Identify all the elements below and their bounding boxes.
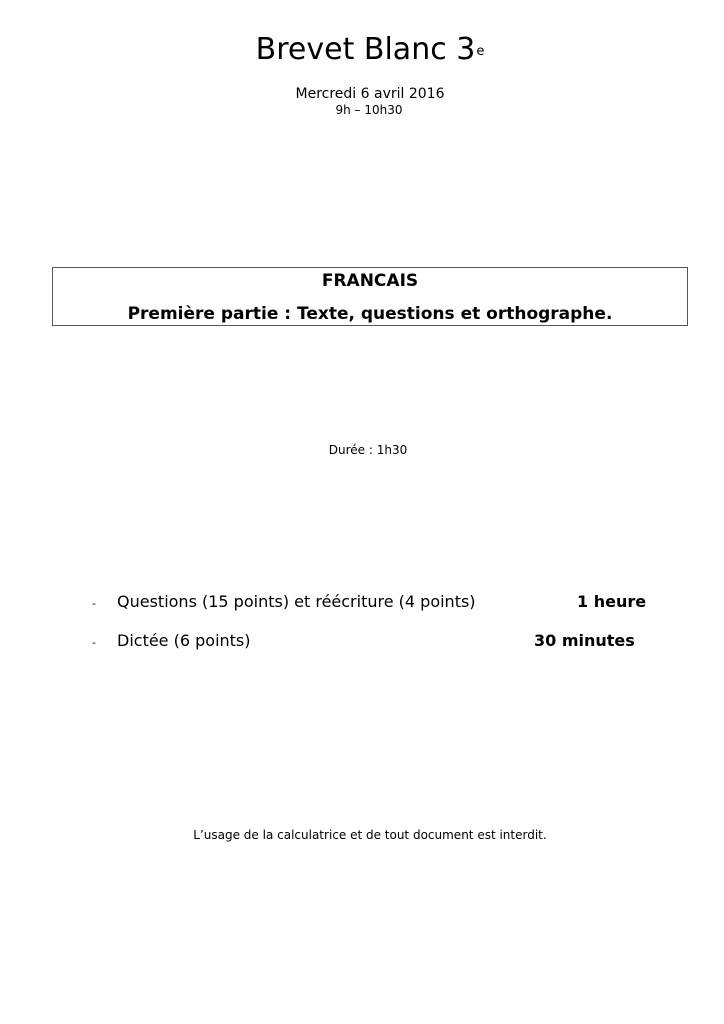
- list-bullet: -: [92, 597, 96, 610]
- list-bullet: -: [92, 636, 96, 649]
- subject-name: FRANCAIS: [321, 271, 419, 291]
- schedule-item-label: Dictée (6 points): [117, 631, 251, 650]
- page-title-superscript: e: [476, 44, 485, 59]
- exam-date: Mercredi 6 avril 2016: [295, 86, 445, 102]
- page-title: [0, 30, 724, 70]
- rules-note: L’usage de la calculatrice et de tout document est interdit.: [193, 828, 547, 842]
- subject-box: [52, 267, 688, 326]
- exam-duration: Durée : 1h30: [328, 443, 408, 457]
- exam-time: 9h – 10h30: [335, 103, 403, 117]
- subject-part: Première partie : Texte, questions et orthographe.: [127, 304, 613, 324]
- schedule-item-duration: 1 heure: [577, 592, 647, 611]
- schedule-item-duration: 30 minutes: [534, 631, 635, 650]
- schedule-item-label: Questions (15 points) et réécriture (4 points): [117, 592, 476, 611]
- page-title-text: Brevet Blanc 3: [255, 32, 476, 67]
